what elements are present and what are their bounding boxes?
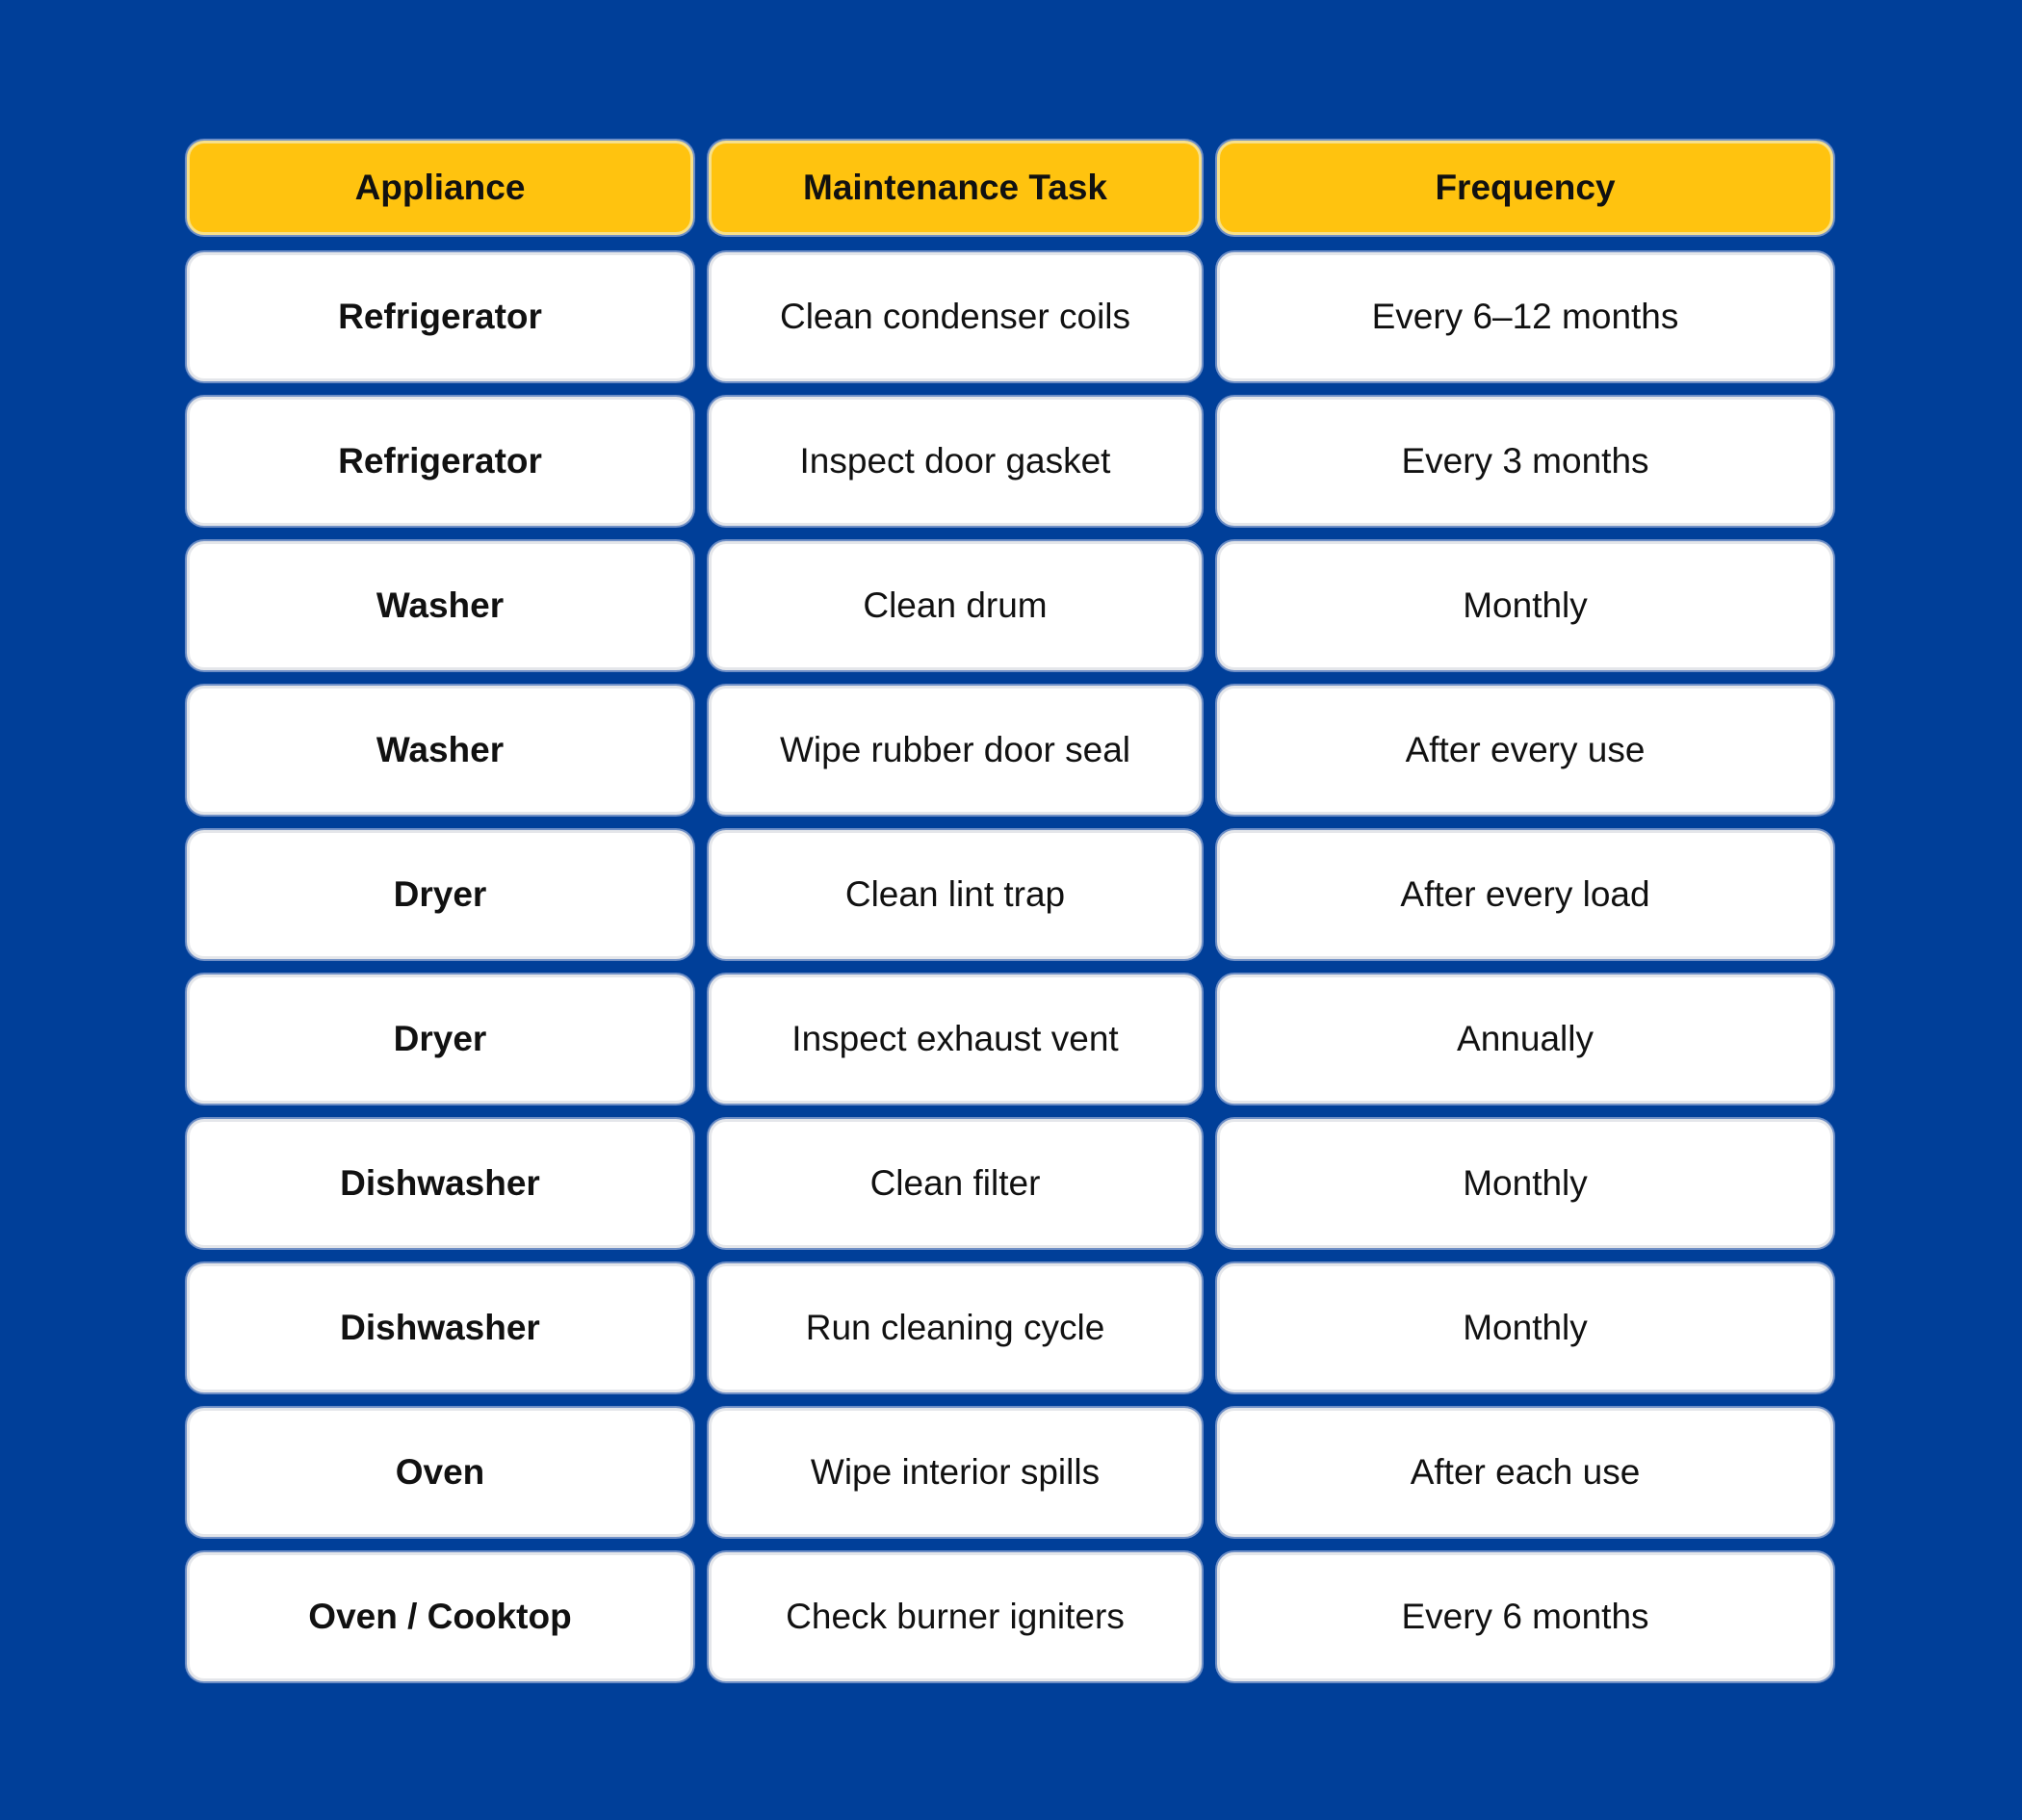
task-cell: Run cleaning cycle [709, 1263, 1202, 1392]
frequency-cell: After every load [1217, 830, 1833, 959]
column-header-appliance: Appliance [187, 141, 693, 235]
column-header-frequency: Frequency [1217, 141, 1833, 235]
appliance-cell: Dryer [187, 975, 693, 1104]
frequency-cell: Monthly [1217, 1263, 1833, 1392]
task-cell: Wipe rubber door seal [709, 686, 1202, 815]
task-cell: Inspect door gasket [709, 397, 1202, 526]
task-cell: Clean drum [709, 541, 1202, 670]
frequency-cell: Every 3 months [1217, 397, 1833, 526]
task-cell: Clean filter [709, 1119, 1202, 1248]
appliance-cell: Washer [187, 686, 693, 815]
appliance-cell: Washer [187, 541, 693, 670]
appliance-cell: Oven [187, 1408, 693, 1537]
appliance-cell: Oven / Cooktop [187, 1552, 693, 1681]
frequency-cell: After every use [1217, 686, 1833, 815]
task-cell: Clean lint trap [709, 830, 1202, 959]
task-cell: Wipe interior spills [709, 1408, 1202, 1537]
frequency-cell: Monthly [1217, 1119, 1833, 1248]
frequency-cell: After each use [1217, 1408, 1833, 1537]
appliance-cell: Refrigerator [187, 252, 693, 381]
frequency-cell: Monthly [1217, 541, 1833, 670]
appliance-cell: Dishwasher [187, 1119, 693, 1248]
task-cell: Inspect exhaust vent [709, 975, 1202, 1104]
task-cell: Clean condenser coils [709, 252, 1202, 381]
task-cell: Check burner igniters [709, 1552, 1202, 1681]
frequency-cell: Annually [1217, 975, 1833, 1104]
frequency-cell: Every 6 months [1217, 1552, 1833, 1681]
maintenance-table [187, 141, 1833, 1697]
column-header-task: Maintenance Task [709, 141, 1202, 235]
appliance-cell: Dryer [187, 830, 693, 959]
appliance-cell: Dishwasher [187, 1263, 693, 1392]
appliance-cell: Refrigerator [187, 397, 693, 526]
frequency-cell: Every 6–12 months [1217, 252, 1833, 381]
